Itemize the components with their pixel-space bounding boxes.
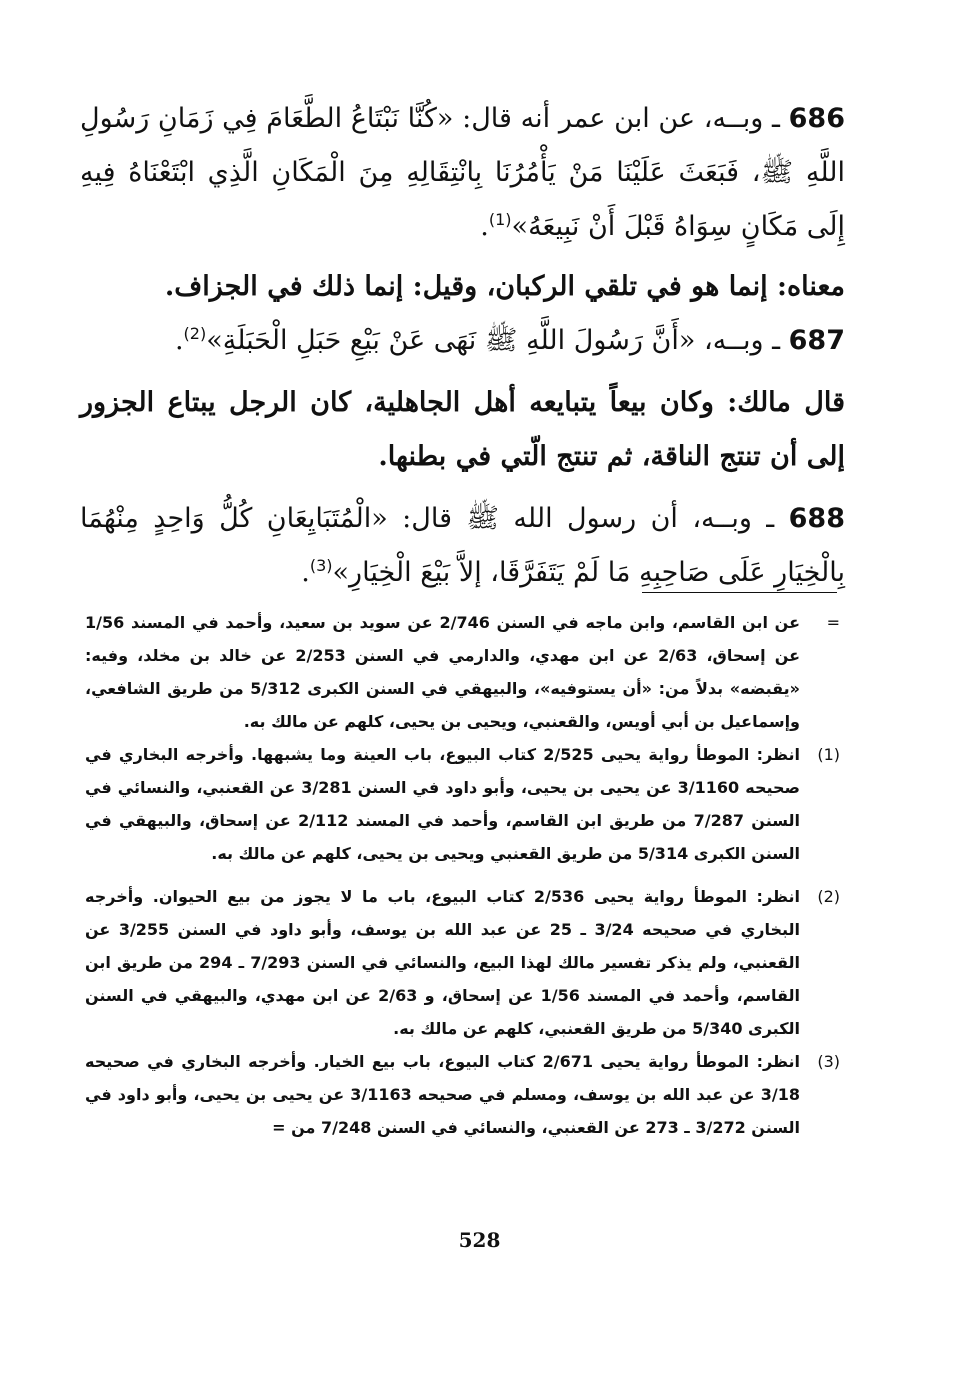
- footnote-text: انظر: الموطأ رواية يحيى 2/536 كتاب البيوع، باب ما لا يجوز من بيع الحيوان. وأخرجه البخاري في صحيحه 3/24 ـ 25 عن عبد الله بن يوسف، وأبو داود في السنن 3/255 عن القعنبي، ولم يذكر تفسير مالك لهذا البيع، والنسائي في السنن 7/293 ـ 294 من طريق ابن القاسم، وأحمد في المسند 1/56 عن إسحاق، و 2/63 عن ابن مهدي، والبيهقي في السنن الكبرى 5/340 من طريق القعنبي، كلهم عن مالك به.: [85, 887, 801, 1038]
- hadith-number: 687: [788, 325, 845, 356]
- footnote-divider: [642, 592, 837, 593]
- footnote-1: [85, 738, 840, 870]
- hadith-number: 686: [788, 103, 845, 134]
- footnote-ref: (3): [309, 556, 333, 575]
- meaning-paragraph: معناه: إنما هو في تلقي الركبان، وقيل: إنما ذلك في الجزاف.: [164, 271, 845, 302]
- footnote-marker: (2): [817, 887, 840, 906]
- hadith-end: .: [480, 211, 489, 242]
- hadith-end: .: [174, 325, 184, 356]
- footnote-3: [85, 1045, 840, 1144]
- footnotes: [85, 606, 840, 1144]
- footnote-marker: (1): [817, 745, 840, 764]
- hadith-688: [80, 492, 845, 600]
- page-number: 528: [458, 1228, 501, 1252]
- footnote-ref: (1): [488, 210, 512, 229]
- footnote-continuation: [85, 606, 840, 738]
- footnote-text: انظر: الموطأ رواية يحيى 2/671 كتاب البيوع، باب بيع الخيار. وأخرجه البخاري في صحيحه 3/18 عن عبد الله بن يوسف، ومسلم في صحيحه 3/1163 عن يحيى بن يحيى، وأبو داود في السنن 3/272 ـ 273 عن القعنبي، والنسائي في السنن 7/248 من =: [85, 1052, 800, 1137]
- hadith-686: [80, 92, 845, 254]
- malik-commentary: قال مالك: وكان بيعاً يتبايعه أهل الجاهلية، كان الرجل يبتاع الجزور إلى أن تنتج الناقة، ثم تنتج الّتي في بطنها.: [80, 387, 845, 472]
- hadith-text: ـ وبــه، أن رسول الله ﷺ قال: «الْمُتَبَايِعَانِ كُلُّ وَاحِدٍ مِنْهُمَا بِالْخِيَارِ عَلَى صَاحِبِهِ مَا لَمْ يَتَفَرَّقَا، إلاَّ بَيْعَ الْخِيَارِ»: [80, 503, 845, 588]
- footnote-text: عن ابن القاسم، وابن ماجه في السنن 2/746 عن سويد بن سعيد، وأحمد في المسند 1/56 عن إسحاق، 2/63 عن ابن مهدي، والدارمي في السنن 2/253 عن خالد بن مخلد، وفيه: «يقبضه» بدلاً من: «أن يستوفيه»، والبيهقي في السنن الكبرى 5/312 من طريق الشافعي، وإسماعيل بن أبي أويس، والقعنبي، ويحيى بن يحيى، كلهم عن مالك به.: [85, 613, 801, 731]
- footnote-ref: (2): [183, 324, 207, 343]
- hadith-number: 688: [788, 503, 845, 534]
- footnote-2: [85, 880, 840, 1045]
- main-text: [80, 92, 845, 600]
- hadith-text: ـ وبــه، «أَنَّ رَسُولَ اللَّهِ ﷺ نَهَى عَنْ بَيْعِ حَبَلِ الْحَبَلَةِ»: [206, 325, 789, 356]
- hadith-687: [80, 314, 845, 368]
- hadith-text: ـ وبــه، عن ابن عمر أنه قال: «كُنَّا نَبْتَاعُ الطَّعَامَ فِي زَمَانِ رَسُولِ اللَّهِ ﷺ، فَبَعَثَ عَلَيْنَا مَنْ يَأْمُرُنَا بِانْتِقَالِهِ مِنَ الْمَكَانِ الَّذِي ابْتَعْنَاهُ فِيهِ إِلَى مَكَانٍ سِوَاهُ قَبْلَ أَنْ نَبِيعَهُ»: [80, 103, 845, 242]
- footnote-marker: =: [826, 613, 840, 632]
- hadith-end: .: [301, 557, 310, 588]
- footnote-marker: (3): [817, 1052, 840, 1071]
- footnote-text: انظر: الموطأ رواية يحيى 2/525 كتاب البيوع، باب العينة وما يشبهها. وأخرجه البخاري في صحيحه 3/1160 عن يحيى بن يحيى، وأبو داود في السنن 3/281 عن القعنبي، والنسائي في السنن 7/287 من طريق ابن القاسم، وأحمد في المسند 2/112 عن إسحاق، والبيهقي في السنن الكبرى 5/314 من طريق القعنبي ويحيى بن يحيى، كلهم عن مالك به.: [85, 745, 801, 863]
